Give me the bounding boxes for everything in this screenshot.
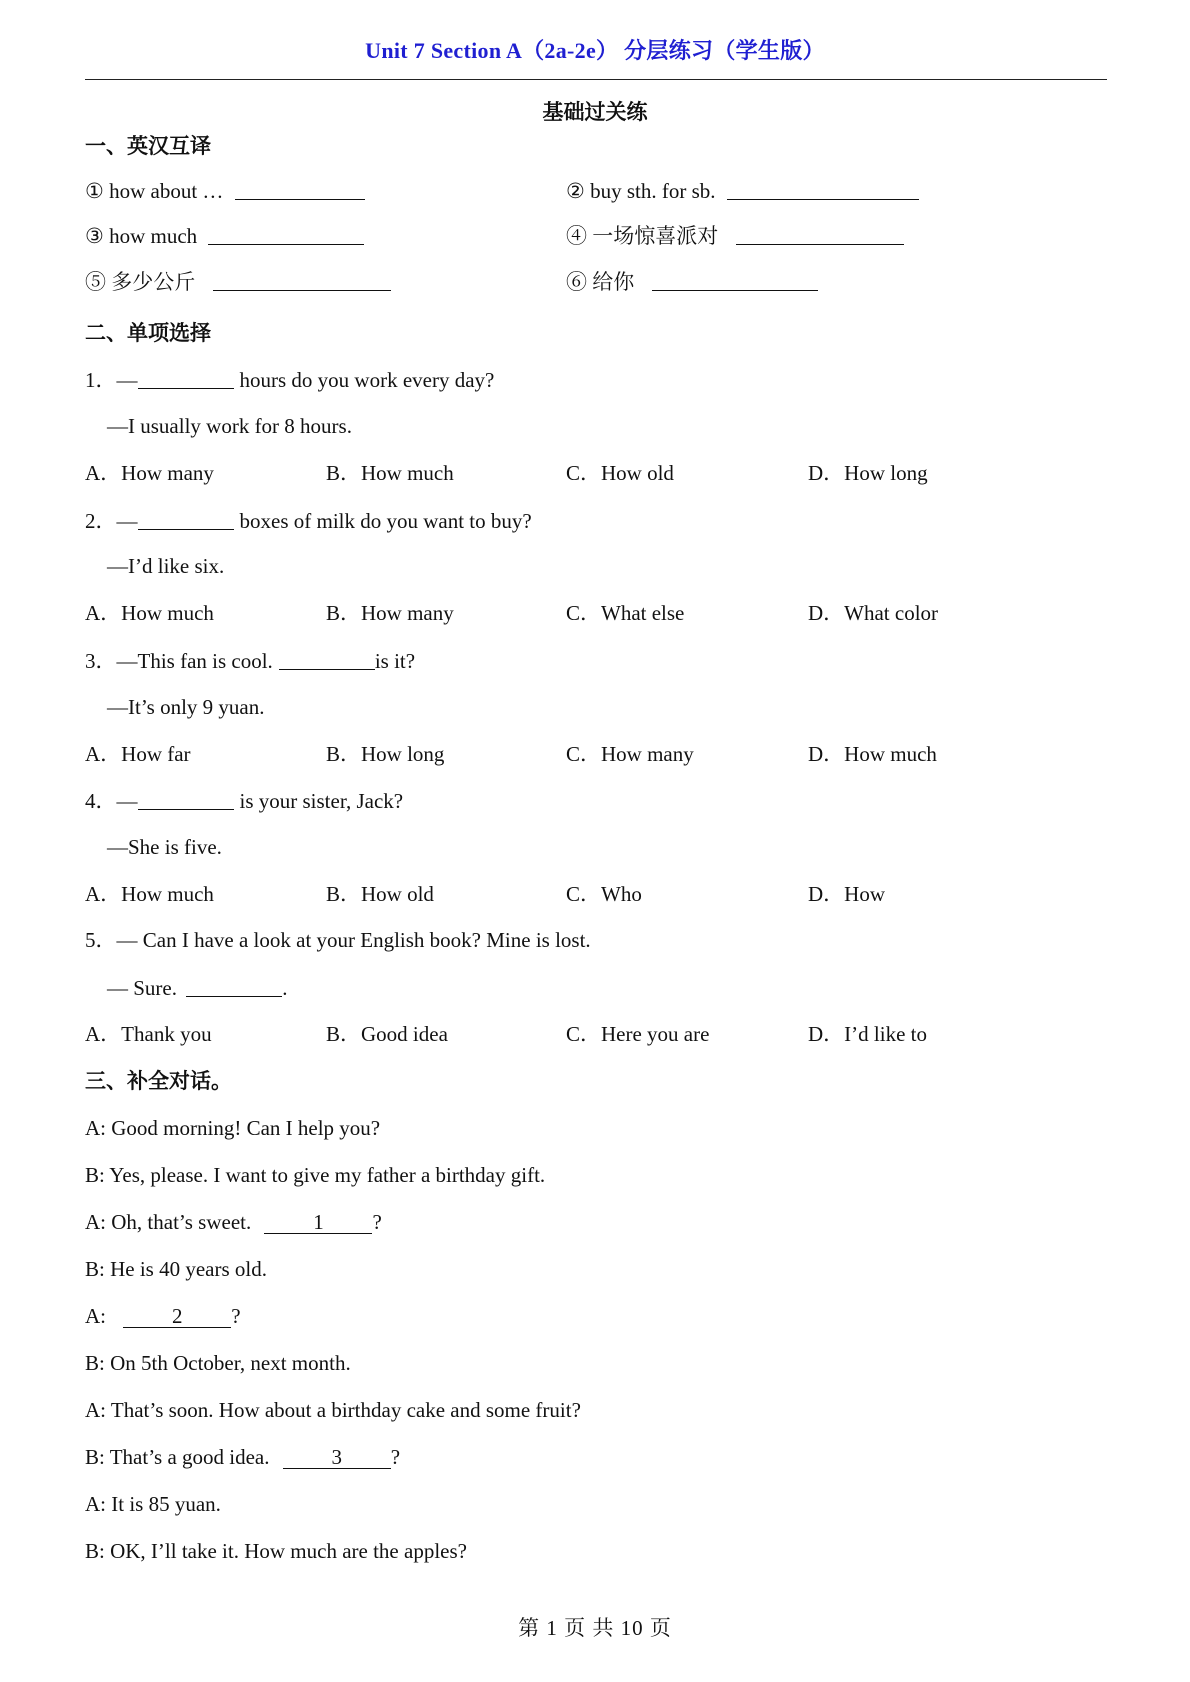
question-3-number: 3．—This fan is cool. <box>85 649 273 673</box>
question-mark: ? <box>390 1445 401 1469</box>
translate-item-5 <box>85 268 391 295</box>
question-3 <box>85 647 415 674</box>
dialogue-line-3 <box>85 1209 382 1235</box>
header-divider <box>85 79 1107 80</box>
q1-option-c[interactable]: C．How old <box>566 461 674 485</box>
question-5: 5．— Can I have a look at your English book? Mine is lost. <box>85 928 591 952</box>
question-2 <box>85 507 532 534</box>
question-3-stem: is it? <box>374 649 416 673</box>
question-mark: ? <box>231 1304 241 1328</box>
translate-item-3 <box>85 222 364 249</box>
q2-option-b[interactable]: B．How many <box>326 601 454 625</box>
page-footer: 第 1 页 共 10 页 <box>518 1616 672 1640</box>
question-5-reply-text: — Sure. <box>107 976 177 1000</box>
q4-option-a[interactable]: A．How much <box>85 882 214 906</box>
dialogue-line-9: A: It is 85 yuan. <box>85 1492 221 1516</box>
q4-option-c[interactable]: C．Who <box>566 882 642 906</box>
answer-blank[interactable] <box>736 224 904 245</box>
question-5-reply <box>107 974 288 1001</box>
section-subtitle: 基础过关练 <box>542 100 648 124</box>
dialogue-blank-2[interactable]: 2 <box>123 1305 231 1328</box>
dialogue-line-6: B: On 5th October, next month. <box>85 1351 351 1375</box>
question-2-number: 2．— <box>85 509 138 533</box>
section2-heading: 二、单项选择 <box>85 321 211 345</box>
section3-heading: 三、补全对话。 <box>85 1069 232 1093</box>
q5-option-b[interactable]: B．Good idea <box>326 1022 448 1046</box>
q3-option-a[interactable]: A．How far <box>85 742 191 766</box>
question-1 <box>85 366 494 393</box>
translate-item-1-text: ① how about … <box>85 179 224 203</box>
page-title: Unit 7 Section A（2a-2e） 分层练习（学生版） <box>365 38 825 63</box>
translate-item-6 <box>566 268 818 295</box>
answer-blank[interactable] <box>186 976 282 997</box>
translate-item-5-text: ⑤ 多少公斤 <box>85 270 196 294</box>
dialogue-line-8 <box>85 1444 400 1470</box>
translate-item-2-text: ② buy sth. for sb. <box>566 179 716 203</box>
q5-option-a[interactable]: A．Thank you <box>85 1022 212 1046</box>
dialogue-line-2: B: Yes, please. I want to give my father a birthday gift. <box>85 1163 546 1187</box>
answer-blank[interactable] <box>138 509 234 530</box>
q3-option-b[interactable]: B．How long <box>326 742 445 766</box>
question-1-stem: hours do you work every day? <box>239 368 495 392</box>
translate-item-4 <box>566 222 904 249</box>
dialogue-line-5 <box>85 1303 241 1329</box>
question-3-reply: —It’s only 9 yuan. <box>107 695 265 719</box>
translate-item-1 <box>85 177 365 204</box>
dialogue-line-7: A: That’s soon. How about a birthday cake and some fruit? <box>85 1398 581 1422</box>
translate-item-6-text: ⑥ 给你 <box>566 270 635 294</box>
answer-blank[interactable] <box>235 179 365 200</box>
dialogue-line-1: A: Good morning! Can I help you? <box>85 1116 381 1140</box>
dialogue-blank-1[interactable]: 1 <box>264 1211 372 1234</box>
question-1-number: 1．— <box>85 368 138 392</box>
answer-blank[interactable] <box>652 270 818 291</box>
question-1-reply: —I usually work for 8 hours. <box>107 414 352 438</box>
question-2-stem: boxes of milk do you want to buy? <box>239 509 532 533</box>
section1-heading: 一、英汉互译 <box>85 134 211 158</box>
translate-item-2 <box>566 177 919 204</box>
q2-option-c[interactable]: C．What else <box>566 601 685 625</box>
q4-option-d[interactable]: D．How <box>808 882 885 906</box>
q1-option-a[interactable]: A．How many <box>85 461 214 485</box>
answer-blank[interactable] <box>727 179 919 200</box>
q3-option-d[interactable]: D．How much <box>808 742 937 766</box>
answer-blank[interactable] <box>138 789 234 810</box>
q4-option-b[interactable]: B．How old <box>326 882 434 906</box>
question-4-reply: —She is five. <box>107 835 222 859</box>
question-4-stem: is your sister, Jack? <box>239 789 404 813</box>
dialogue-line-10: B: OK, I’ll take it. How much are the apples? <box>85 1539 467 1563</box>
question-5-period: . <box>282 976 288 1000</box>
q5-option-d[interactable]: D．I’d like to <box>808 1022 927 1046</box>
answer-blank[interactable] <box>208 224 364 245</box>
q2-option-d[interactable]: D．What color <box>808 601 939 625</box>
question-4 <box>85 787 403 814</box>
question-2-reply: —I’d like six. <box>107 554 225 578</box>
translate-item-4-text: ④ 一场惊喜派对 <box>566 224 719 248</box>
answer-blank[interactable] <box>213 270 391 291</box>
dialogue-line-8-text: B: That’s a good idea. <box>85 1445 270 1469</box>
question-mark: ? <box>372 1210 382 1234</box>
q3-option-c[interactable]: C．How many <box>566 742 694 766</box>
dialogue-blank-3[interactable]: 3 <box>283 1446 391 1469</box>
q2-option-a[interactable]: A．How much <box>85 601 214 625</box>
question-4-number: 4．— <box>85 789 138 813</box>
dialogue-line-3-text: A: Oh, that’s sweet. <box>85 1210 252 1234</box>
q5-option-c[interactable]: C．Here you are <box>566 1022 710 1046</box>
dialogue-line-4: B: He is 40 years old. <box>85 1257 267 1281</box>
answer-blank[interactable] <box>279 649 375 670</box>
q1-option-d[interactable]: D．How long <box>808 461 928 485</box>
translate-item-3-text: ③ how much <box>85 224 198 248</box>
q1-option-b[interactable]: B．How much <box>326 461 454 485</box>
answer-blank[interactable] <box>138 368 234 389</box>
dialogue-line-5-text: A: <box>85 1304 106 1328</box>
